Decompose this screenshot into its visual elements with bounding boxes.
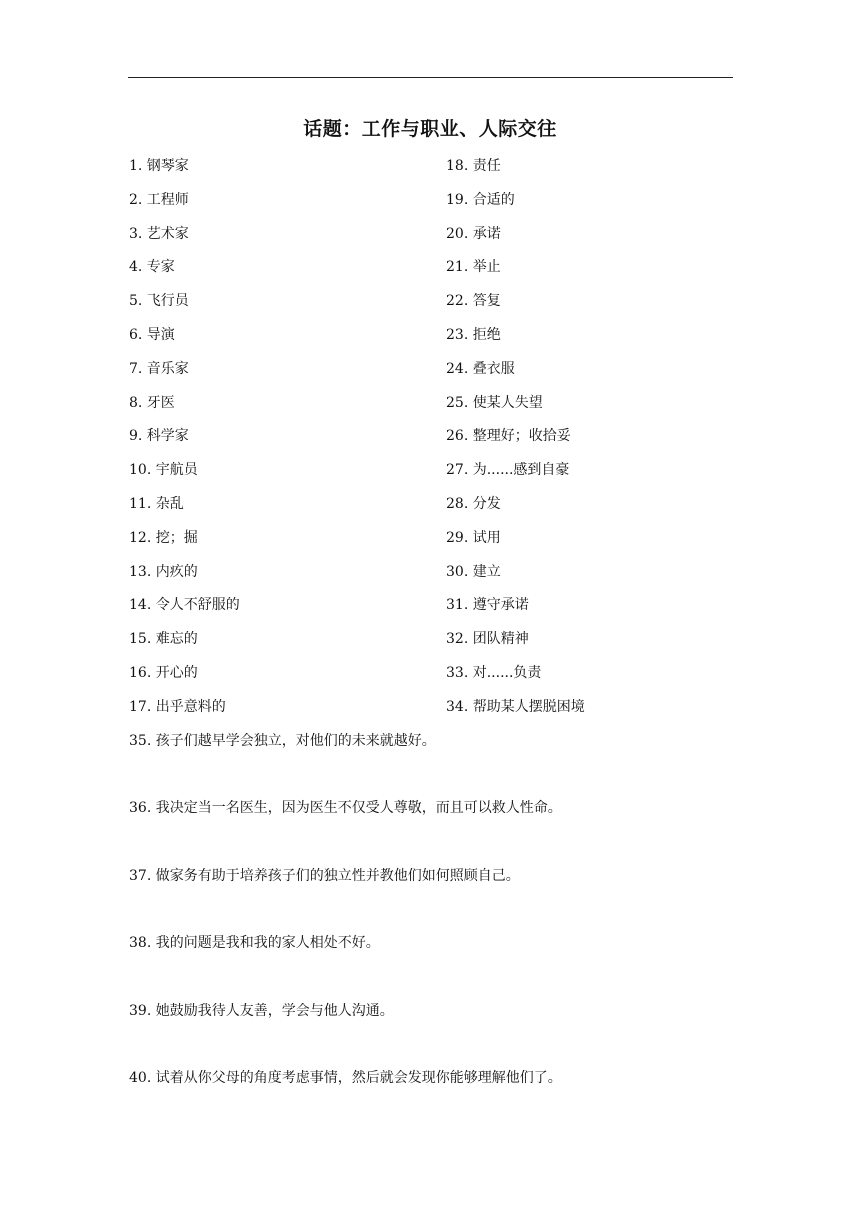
sentence-item: 37. 做家务有助于培养孩子们的独立性并教他们如何照顾自己。 — [129, 867, 520, 884]
vocab-item: 34. 帮助某人摆脱困境 — [446, 698, 585, 715]
vocab-item: 6. 导演 — [129, 326, 175, 343]
vocab-item: 7. 音乐家 — [129, 360, 189, 377]
vocab-item: 27. 为......感到自豪 — [446, 462, 570, 479]
vocab-item: 12. 挖；掘 — [129, 529, 198, 546]
vocab-item: 24. 叠衣服 — [446, 360, 515, 377]
vocab-item: 3. 艺术家 — [129, 225, 189, 242]
vocab-item: 1. 钢琴家 — [129, 158, 189, 174]
sentence-item: 36. 我决定当一名医生，因为医生不仅受人尊敬，而且可以救人性命。 — [129, 800, 562, 817]
vocab-item: 29. 试用 — [446, 529, 501, 546]
sentence-item: 40. 试着从你父母的角度考虑事情，然后就会发现你能够理解他们了。 — [129, 1069, 562, 1086]
sentence-item: 35. 孩子们越早学会独立，对他们的未来就越好。 — [129, 733, 436, 749]
vocabulary-left-column — [129, 156, 240, 731]
vocab-item: 4. 专家 — [129, 259, 175, 276]
page-title: 话题：工作与职业、人际交往 — [303, 118, 557, 140]
vocab-item: 13. 内疚的 — [129, 563, 198, 580]
vocab-item: 33. 对......负责 — [446, 664, 542, 681]
vocab-item: 25. 使某人失望 — [446, 394, 543, 411]
vocab-item: 9. 科学家 — [129, 428, 189, 445]
vocab-item: 23. 拒绝 — [446, 326, 501, 343]
vocab-item: 26. 整理好；收拾妥 — [446, 428, 571, 445]
sentence-item: 39. 她鼓励我待人友善，学会与他人沟通。 — [129, 1002, 394, 1019]
vocab-item: 15. 难忘的 — [129, 631, 198, 648]
vocab-item: 31. 遵守承诺 — [446, 597, 529, 614]
vocab-item: 28. 分发 — [446, 495, 501, 512]
vocab-item: 20. 承诺 — [446, 225, 501, 242]
vocab-item: 10. 宇航员 — [129, 462, 198, 479]
vocab-item: 17. 出乎意料的 — [129, 698, 226, 715]
vocab-item: 32. 团队精神 — [446, 631, 529, 648]
vocab-item: 16. 开心的 — [129, 664, 198, 681]
vocab-item: 2. 工程师 — [129, 191, 189, 208]
sentence-list — [129, 731, 562, 1135]
vocab-item: 30. 建立 — [446, 563, 501, 580]
vocabulary-right-column — [446, 156, 585, 731]
vocab-item: 8. 牙医 — [129, 394, 175, 411]
vocab-item: 11. 杂乱 — [129, 495, 184, 512]
vocab-item: 19. 合适的 — [446, 191, 515, 208]
header-rule — [128, 77, 733, 78]
vocab-item: 22. 答复 — [446, 293, 501, 310]
sentence-item: 38. 我的问题是我和我的家人相处不好。 — [129, 935, 380, 952]
vocab-item: 5. 飞行员 — [129, 293, 189, 310]
vocab-item: 14. 令人不舒服的 — [129, 597, 240, 614]
vocab-item: 18. 责任 — [446, 158, 501, 174]
vocab-item: 21. 举止 — [446, 259, 501, 276]
